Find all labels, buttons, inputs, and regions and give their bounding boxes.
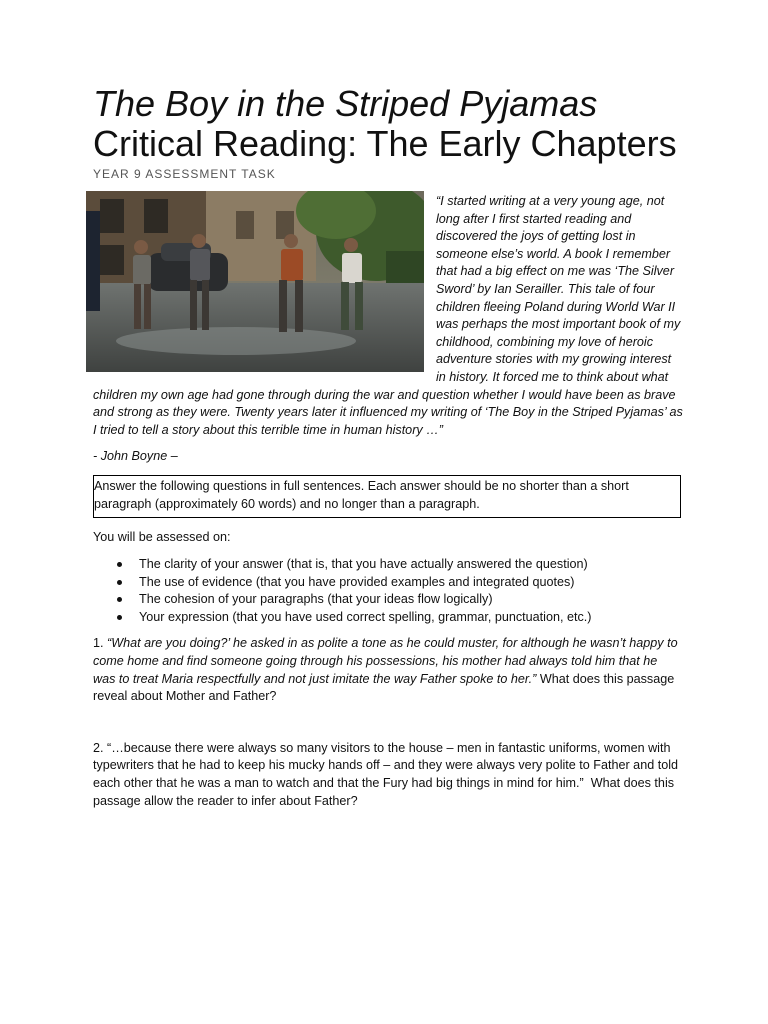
question-number: 1. [93, 636, 104, 651]
question-1 [93, 635, 683, 705]
criteria-item: The clarity of your answer (that is, that you have actually answered the question) [139, 556, 683, 574]
quote-text: “I started writing at a very young age, not long after I first started reading and discovered the joys of getting lost in someone else’s world. A book I remember that had a big effect on me was ‘The Silver Sword’ by Ian Serailler. This tale of four children fleeing Poland during World War II was perhaps the most important book of my childhood, combining my love of heroic adventure stories with my growing interest in history. It forced me to think about what children my own age had gone through during the war and question whether I would have been as brave and strong as they were. Twenty years later it influenced my writing of ‘The Boy in the Striped Pyjamas’ as I tried to tell a story about this terrible time in human history …” [93, 194, 683, 437]
film-still-photo [86, 191, 424, 372]
author-quote [93, 193, 683, 439]
instructions-text: Answer the following questions in full sentences. Each answer should be no shorter than a short paragraph (approximately 60 words) and no longer than a paragraph. [94, 479, 629, 511]
criteria-item: The use of evidence (that you have provided examples and integrated quotes) [139, 574, 683, 592]
question-quote: “What are you doing?’ he asked in as polite a tone as he could muster, for although he wasn’t happy to come home and find someone going through his possessions, his mother had always told him that he was to treat Maria respectfully and not just imitate the way Father spoke to her.” [93, 636, 678, 686]
assessment-label: YEAR 9 ASSESSMENT TASK [93, 167, 276, 181]
document-title [93, 84, 683, 164]
question-number: 2. [93, 740, 104, 755]
instructions-box [93, 475, 681, 517]
question-quote: “…because there were always so many visitors to the house – men in fantastic uniforms, women with typewriters that he had to keep his mucky hands off – and they were always very polite to Father and told each other that he was a man to watch and that the Fury had big things in mind for him.” [93, 740, 679, 791]
title-subheading: Critical Reading: The Early Chapters [93, 123, 677, 164]
criteria-list [93, 556, 683, 626]
quote-attribution: - John Boyne – [93, 449, 178, 464]
question-prompt: What does this passage allow the reader to infer about Father? [93, 776, 675, 808]
question-2 [93, 740, 683, 810]
assessed-intro: You will be assessed on: [93, 529, 231, 544]
criteria-item: Your expression (that you have used correct spelling, grammar, punctuation, etc.) [139, 609, 683, 627]
criteria-item: The cohesion of your paragraphs (that your ideas flow logically) [139, 591, 683, 609]
book-title: The Boy in the Striped Pyjamas [93, 83, 598, 124]
question-prompt: What does this passage reveal about Mother and Father? [93, 671, 675, 704]
document-page [93, 84, 683, 810]
